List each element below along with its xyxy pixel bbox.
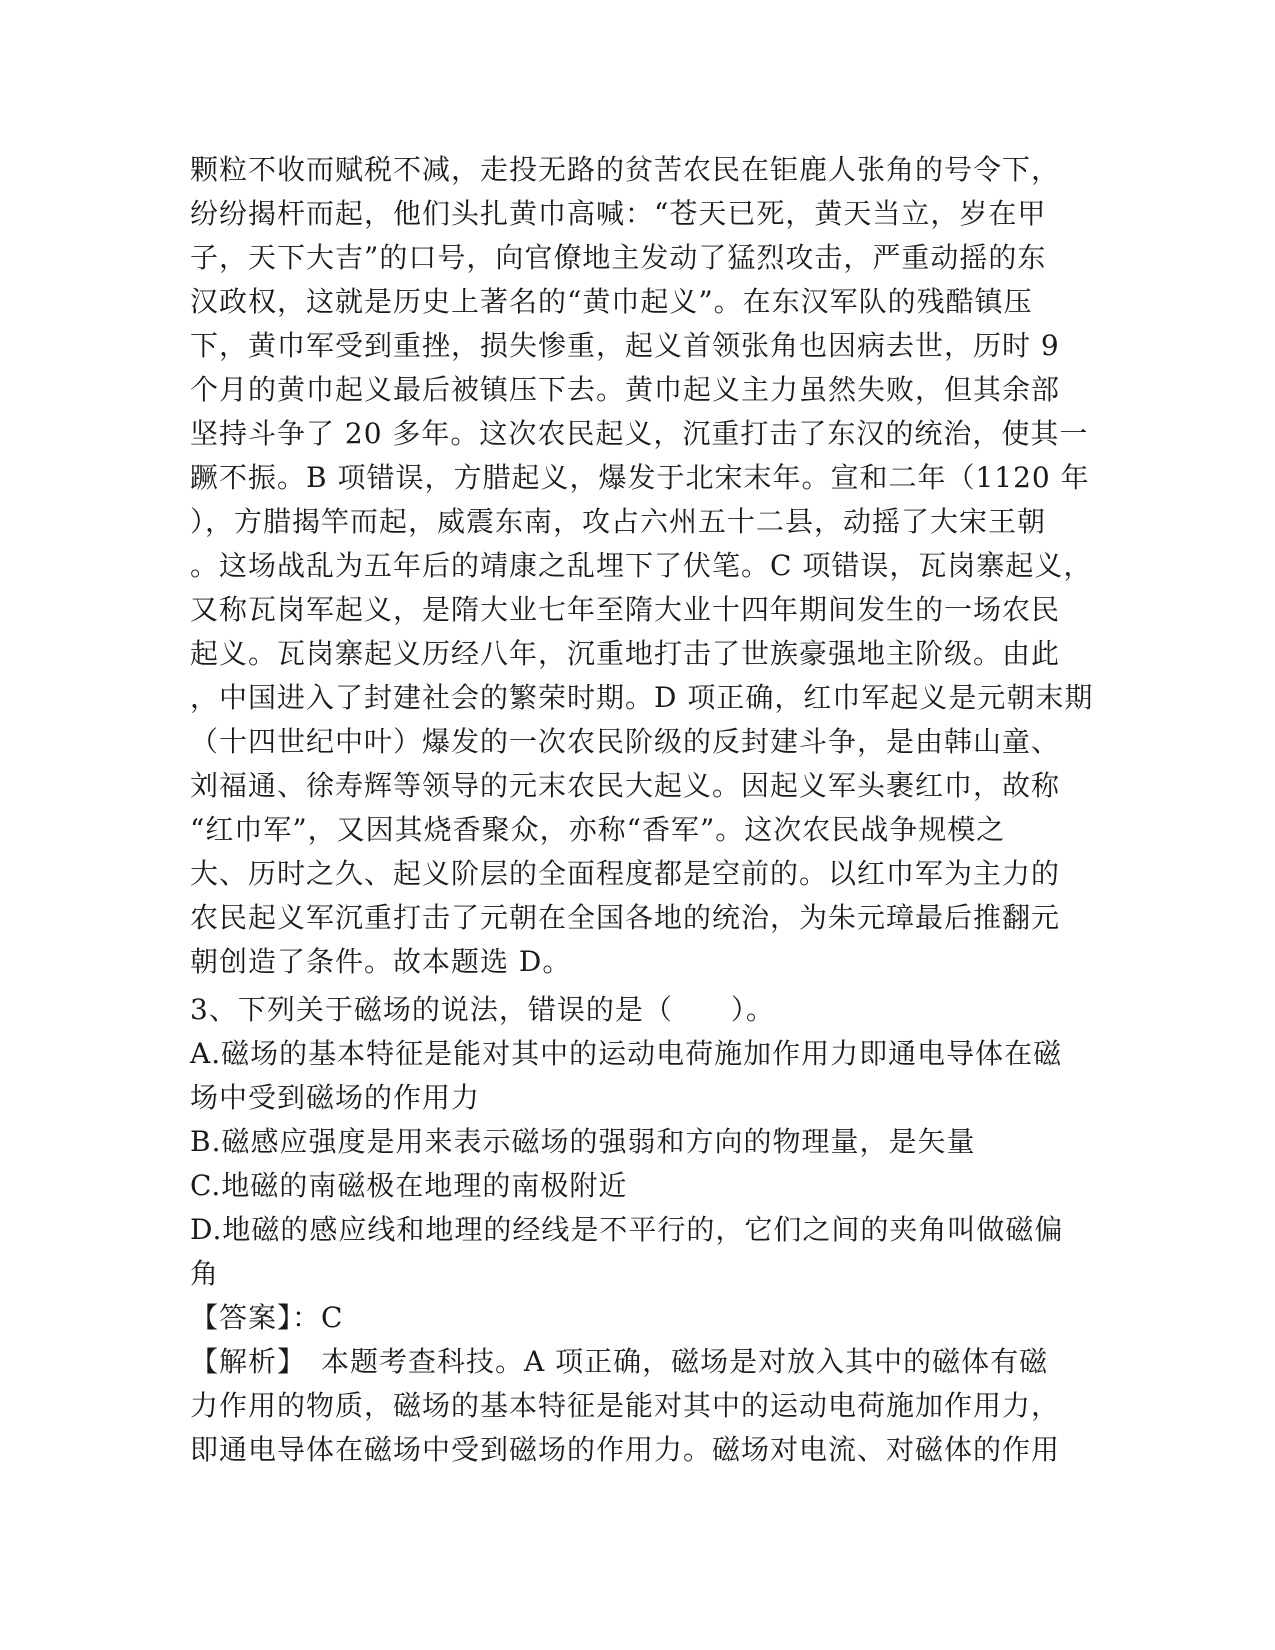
analysis-line: 力作用的物质，磁场的基本特征是能对其中的运动电荷施加作用力， bbox=[190, 1389, 1061, 1422]
text-line: 纷纷揭杆而起，他们头扎黄巾高喊：“苍天已死，黄天当立，岁在甲 bbox=[190, 197, 1047, 230]
option-a-line-1: A.磁场的基本特征是能对其中的运动电荷施加作用力即通电导体在磁 bbox=[190, 1037, 1063, 1070]
text-line: “红巾军”，又因其烧香聚众，亦称“香军”。这次农民战争规模之 bbox=[190, 813, 1006, 846]
answer: 【答案】：C bbox=[190, 1301, 344, 1334]
option-d-line-2: 角 bbox=[190, 1257, 220, 1290]
text-line: 汉政权，这就是历史上著名的“黄巾起义”。在东汉军队的残酷镇压 bbox=[190, 285, 1033, 318]
text-line: 刘福通、徐寿辉等领导的元末农民大起义。因起义军头裹红巾，故称 bbox=[190, 769, 1061, 802]
text-line: 朝创造了条件。故本题选 D。 bbox=[190, 945, 572, 978]
text-line: 起义。瓦岗寨起义历经八年，沉重地打击了世族豪强地主阶级。由此 bbox=[190, 637, 1061, 670]
text-line: 蹶不振。B 项错误，方腊起义，爆发于北宋末年。宣和二年（1120 年 bbox=[190, 461, 1090, 494]
previous-analysis-continuation bbox=[190, 148, 1094, 984]
option-b: B.磁感应强度是用来表示磁场的强弱和方向的物理量，是矢量 bbox=[190, 1125, 976, 1158]
text-line: 下，黄巾军受到重挫，损失惨重，起义首领张角也因病去世，历时 9 bbox=[190, 329, 1060, 362]
text-line: 颗粒不收而赋税不减，走投无路的贫苦农民在钜鹿人张角的号令下， bbox=[190, 153, 1061, 186]
text-line: （十四世纪中叶）爆发的一次农民阶级的反封建斗争，是由韩山童、 bbox=[190, 725, 1061, 758]
analysis-line: 【解析】 本题考查科技。A 项正确，磁场是对放入其中的磁体有磁 bbox=[190, 1345, 1049, 1378]
text-line: 。这场战乱为五年后的靖康之乱埋下了伏笔。C 项错误，瓦岗寨起义， bbox=[190, 549, 1093, 582]
text-line: ），方腊揭竿而起，威震东南，攻占六州五十二县，动摇了大宋王朝 bbox=[190, 505, 1047, 538]
analysis-line: 即通电导体在磁场中受到磁场的作用力。磁场对电流、对磁体的作用 bbox=[190, 1433, 1061, 1466]
text-line: 子，天下大吉”的口号，向官僚地主发动了猛烈攻击，严重动摇的东 bbox=[190, 241, 1047, 274]
text-line: 个月的黄巾起义最后被镇压下去。黄巾起义主力虽然失败，但其余部 bbox=[190, 373, 1061, 406]
text-line: 大、历时之久、起义阶层的全面程度都是空前的。以红巾军为主力的 bbox=[190, 857, 1061, 890]
question-3 bbox=[190, 988, 1090, 1472]
text-line: 又称瓦岗军起义，是隋大业七年至隋大业十四年期间发生的一场农民 bbox=[190, 593, 1061, 626]
text-line: ，中国进入了封建社会的繁荣时期。D 项正确，红巾军起义是元朝末期 bbox=[190, 681, 1094, 714]
option-d-line-1: D.地磁的感应线和地理的经线是不平行的，它们之间的夹角叫做磁偏 bbox=[190, 1213, 1064, 1246]
text-line: 农民起义军沉重打击了元朝在全国各地的统治，为朱元璋最后推翻元 bbox=[190, 901, 1061, 934]
question-stem: 3、下列关于磁场的说法，错误的是（ ）。 bbox=[190, 993, 775, 1026]
option-a-line-2: 场中受到磁场的作用力 bbox=[190, 1081, 481, 1114]
text-line: 坚持斗争了 20 多年。这次农民起义，沉重打击了东汉的统治，使其一 bbox=[190, 417, 1089, 450]
option-c: C.地磁的南磁极在地理的南极附近 bbox=[190, 1169, 628, 1202]
